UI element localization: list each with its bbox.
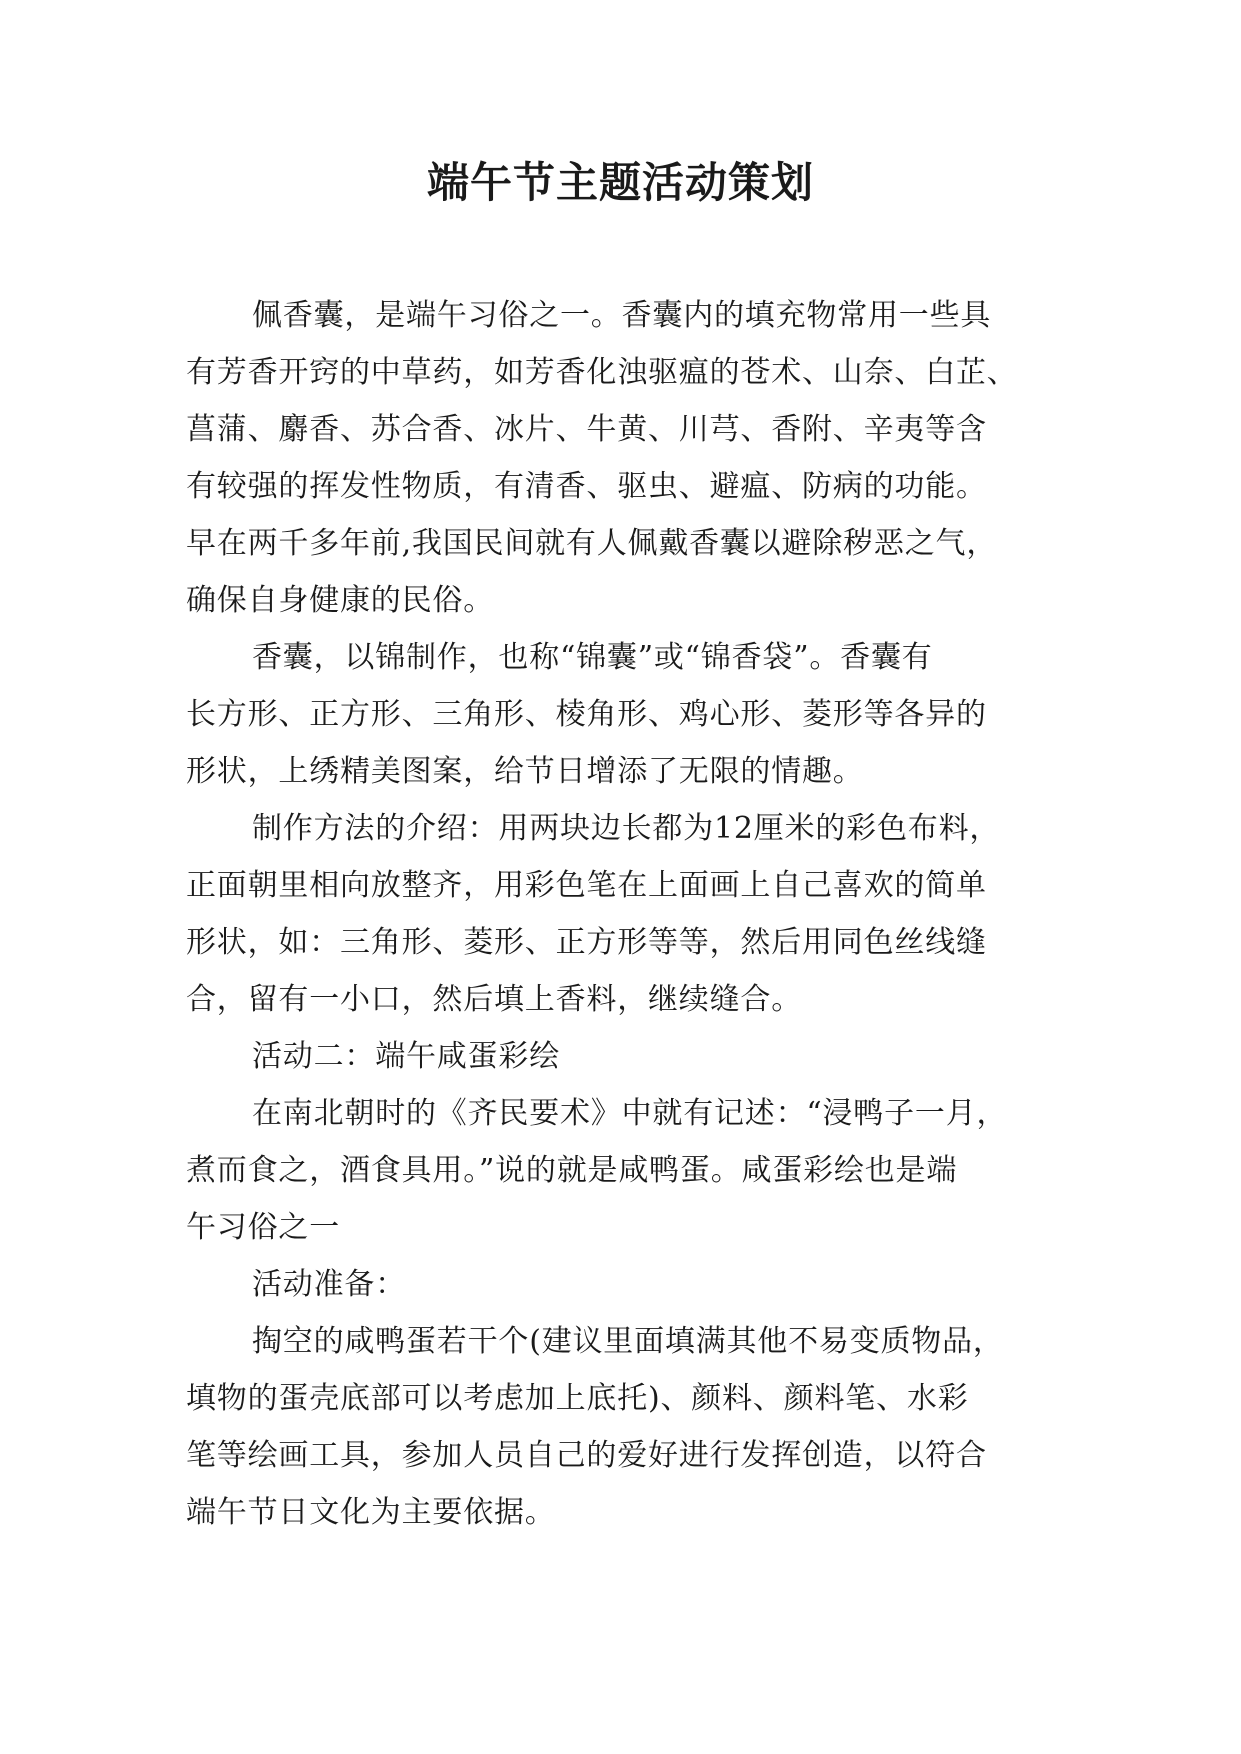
section-heading: 活动准备：: [252, 1267, 406, 1302]
text-line: 在南北朝时的《齐民要术》中就有记述：“浸鸭子一月，: [252, 1096, 1008, 1131]
text-line: 菖蒲、麝香、苏合香、冰片、牛黄、川芎、香附、辛夷等含: [186, 412, 987, 447]
text-line: 早在两千多年前,我国民间就有人佩戴香囊以避除秽恶之气，: [186, 526, 998, 561]
text-line: 合，留有一小口，然后填上香料，继续缝合。: [186, 982, 802, 1017]
text-line: 掏空的咸鸭蛋若干个(建议里面填满其他不易变质物品，: [252, 1324, 1004, 1359]
text-line: 佩香囊，是端午习俗之一。香囊内的填充物常用一些具: [252, 298, 992, 333]
text-line: 长方形、正方形、三角形、棱角形、鸡心形、菱形等各异的: [186, 697, 987, 732]
document-title: 端午节主题活动策划: [426, 158, 814, 207]
text-line: 形状，如：三角形、菱形、正方形等等，然后用同色丝线缝: [186, 925, 987, 960]
section-heading: 活动二：端午咸蛋彩绘: [252, 1039, 560, 1074]
text-line: 有较强的挥发性物质，有清香、驱虫、避瘟、防病的功能。: [186, 469, 987, 504]
text-line: 制作方法的介绍：用两块边长都为12厘米的彩色布料，: [252, 811, 1001, 846]
text-line: 有芳香开窍的中草药，如芳香化浊驱瘟的苍术、山奈、白芷、: [186, 355, 1018, 390]
text-line: 填物的蛋壳底部可以考虑加上底托)、颜料、颜料笔、水彩: [186, 1381, 969, 1416]
text-line: 煮而食之，酒食具用。”说的就是咸鸭蛋。咸蛋彩绘也是端: [186, 1153, 958, 1188]
text-line: 正面朝里相向放整齐，用彩色笔在上面画上自己喜欢的简单: [186, 868, 987, 903]
text-line: 端午节日文化为主要依据。: [186, 1495, 556, 1530]
text-line: 午习俗之一: [186, 1210, 340, 1245]
document-body: [186, 287, 1066, 1541]
text-line: 形状，上绣精美图案，给节日增添了无限的情趣。: [186, 754, 864, 789]
text-line: 确保自身健康的民俗。: [186, 583, 494, 618]
text-line: 香囊，以锦制作，也称“锦囊”或“锦香袋”。香囊有: [252, 640, 933, 675]
text-line: 笔等绘画工具，参加人员自己的爱好进行发挥创造，以符合: [186, 1438, 987, 1473]
